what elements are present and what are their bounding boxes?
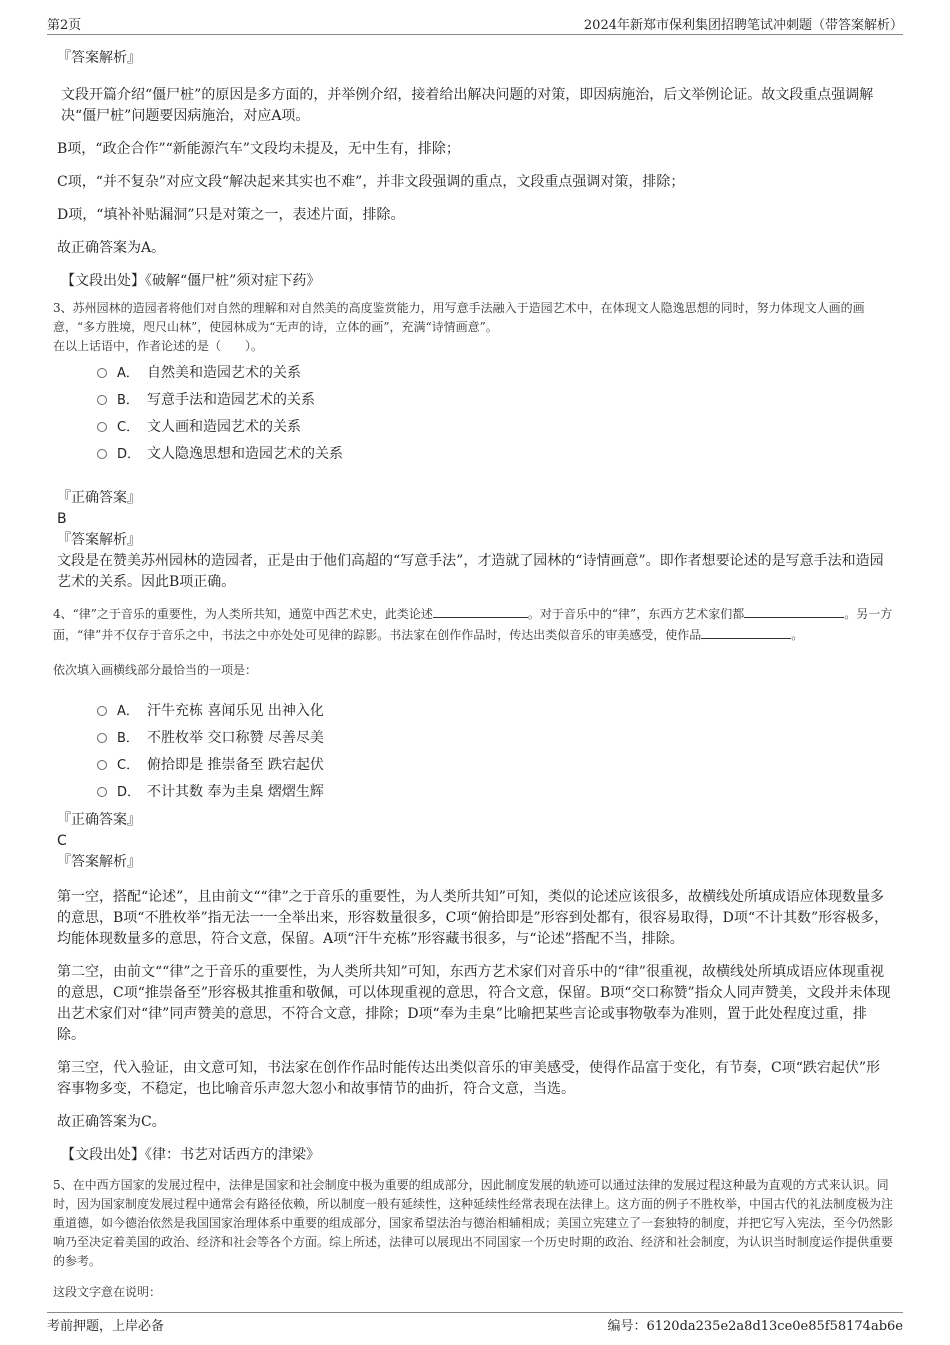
- option-b[interactable]: B． 写意手法和造园艺术的关系: [97, 387, 893, 414]
- correct-answer-label: 『正确答案』: [57, 490, 141, 506]
- fill-blank-2: [744, 603, 844, 618]
- radio-icon[interactable]: [97, 787, 107, 797]
- source-title: 《破解“僵尸桩”须对症下药》: [145, 273, 321, 289]
- analysis-paragraph-2: 第二空，由前文““律”之于音乐的重要性，为人类所共知”可知，东西方艺术家们对音乐中的“律”很重视，故横线处所填成语应体现重视的意思，C项“推崇备至”形容极其推重和敬佩，可以体现重视的意思，符合文意，保留。B项“交口称赞”指众人同声赞美，文段并未体现出艺术家们对“律”同声赞美的意思，不符合文意，排除；D项“奉为圭臬”比喻把某些言论或事物敬奉为准则，置于此处程度过重，排除。: [57, 964, 891, 1043]
- radio-icon[interactable]: [97, 422, 107, 432]
- document-id: 编号：6120da235e2a8d13ce0e85f58174ab6e: [607, 1319, 903, 1334]
- analysis-paragraph: 文段是在赞美苏州园林的造园者，正是由于他们高超的“写意手法”，才造就了园林的“诗情画意”。即作者想要论述的是写意手法和造园艺术的关系。因此B项正确。: [57, 553, 884, 590]
- radio-icon[interactable]: [97, 395, 107, 405]
- option-b[interactable]: B． 不胜枚举 交口称赞 尽善尽美: [97, 725, 893, 752]
- source-title: 《律：书艺对话西方的津梁》: [145, 1147, 320, 1163]
- analysis-option-b: B项，“政企合作”“新能源汽车”文段均未提及，无中生有，排除；: [57, 141, 460, 157]
- question-5-ask: 这段文字意在说明：: [53, 1285, 162, 1299]
- question-3-options: [57, 360, 893, 468]
- question-3-stem: 3、苏州园林的造园者将他们对自然的理解和对自然美的高度鉴赏能力，用写意手法融入于造园艺术中，在体现文人隐逸思想的同时，努力体现文人画的画意，“多方胜境，咫尺山林”，使园林成为“无声的诗，立体的画”，充满“诗情画意”。: [53, 301, 865, 334]
- question-4-stem: 4、“律”之于音乐的重要性，为人类所共知，通览中西艺术史，此类论述 。对于音乐中的“律”，东西方艺术家们都 。另一方面，“律”并不仅存于音乐之中，书法之中亦处处可见律的踪影。书法家在创作作品时，传达出类似音乐的审美感受，使作品 。: [53, 603, 893, 645]
- fill-blank-1: [433, 603, 528, 618]
- radio-icon[interactable]: [97, 368, 107, 378]
- source-citation: [61, 271, 893, 292]
- answer-analysis-label: 『答案解析』: [57, 50, 141, 66]
- source-label: 【文段出处】: [61, 273, 145, 289]
- document-title: 2024年新郑市保利集团招聘笔试冲刺题（带答案解析）: [583, 18, 903, 33]
- analysis-paragraph: 文段开篇介绍“僵尸桩”的原因是多方面的，并举例介绍，接着给出解决问题的对策，即因病施治，后文举例论证。故文段重点强调解决“僵尸桩”问题要因病施治，对应A项。: [61, 87, 874, 124]
- page-header: [47, 12, 903, 35]
- correct-answer-label: 『正确答案』: [57, 812, 141, 828]
- conclusion: 故正确答案为A。: [57, 240, 166, 256]
- page-footer: [47, 1312, 903, 1334]
- option-d[interactable]: D． 不计其数 奉为圭臬 熠熠生辉: [97, 779, 893, 806]
- question-5-stem: 5、在中西方国家的发展过程中，法律是国家和社会制度中极为重要的组成部分，因此制度发展的轨迹可以通过法律的发展过程这种最为直观的方式来认识。同时，因为国家制度发展过程中通常会有路径依赖，所以制度一般有延续性，这种延续性经常表现在法律上。这方面的例子不胜枚举，中国古代的礼法制度极为注重道德，如今德治依然是我国国家治理体系中重要的组成部分，国家希望法治与德治相辅相成；美国立宪建立了一套独特的制度，并把它写入宪法，至今仍然影响乃至决定着美国的政治、经济和社会等各个方面。综上所述，法律可以展现出不同国家一个历史时期的政治、经济和社会制度，为认识当时制度运作提供重要的参考。: [53, 1178, 894, 1268]
- page-number: 第2页: [47, 18, 82, 33]
- radio-icon[interactable]: [97, 733, 107, 743]
- option-a[interactable]: A． 自然美和造园艺术的关系: [97, 360, 893, 387]
- question-4-options: [57, 698, 893, 806]
- question-3-ask: 在以上话语中，作者论述的是（ ）。: [53, 339, 264, 353]
- source-citation: [61, 1145, 893, 1166]
- option-d[interactable]: D． 文人隐逸思想和造园艺术的关系: [97, 441, 893, 468]
- footer-slogan: 考前押题，上岸必备: [47, 1319, 165, 1334]
- analysis-option-c: C项，“并不复杂”对应文段“解决起来其实也不难”，并非文段强调的重点，文段重点强调对策，排除；: [57, 174, 685, 190]
- question-4-ask: 依次填入画横线部分最恰当的一项是：: [53, 663, 258, 677]
- conclusion: 故正确答案为C。: [57, 1114, 166, 1130]
- document-content: [53, 40, 894, 1302]
- analysis-paragraph-3: 第三空，代入验证，由文意可知，书法家在创作作品时能传达出类似音乐的审美感受，使得作品富于变化，有节奏，C项“跌宕起伏”形容事物多变，不稳定，也比喻音乐声忽大忽小和故事情节的曲折，符合文意，当选。: [57, 1060, 881, 1097]
- radio-icon[interactable]: [97, 760, 107, 770]
- correct-answer: C: [57, 833, 67, 849]
- answer-analysis-label: 『答案解析』: [57, 532, 141, 548]
- analysis-paragraph-1: 第一空，搭配“论述”，且由前文““律”之于音乐的重要性，为人类所共知”可知，类似的论述应该很多，故横线处所填成语应体现数量多的意思，B项“不胜枚举”指无法一一全举出来，形容数量很多，C项“俯拾即是”形容到处都有，很容易取得，D项“不计其数”形容极多，均能体现数量多的意思，符合文意，保留。A项“汗牛充栋”形容藏书很多，与“论述”搭配不当，排除。: [57, 889, 889, 947]
- correct-answer: B: [57, 511, 67, 527]
- option-a[interactable]: A． 汗牛充栋 喜闻乐见 出神入化: [97, 698, 893, 725]
- option-c[interactable]: C． 文人画和造园艺术的关系: [97, 414, 893, 441]
- fill-blank-3: [701, 624, 791, 639]
- answer-analysis-label: 『答案解析』: [57, 854, 141, 870]
- analysis-option-d: D项，“填补补贴漏洞”只是对策之一，表述片面，排除。: [57, 207, 405, 223]
- radio-icon[interactable]: [97, 706, 107, 716]
- source-label: 【文段出处】: [61, 1147, 145, 1163]
- option-c[interactable]: C． 俯拾即是 推崇备至 跌宕起伏: [97, 752, 893, 779]
- radio-icon[interactable]: [97, 449, 107, 459]
